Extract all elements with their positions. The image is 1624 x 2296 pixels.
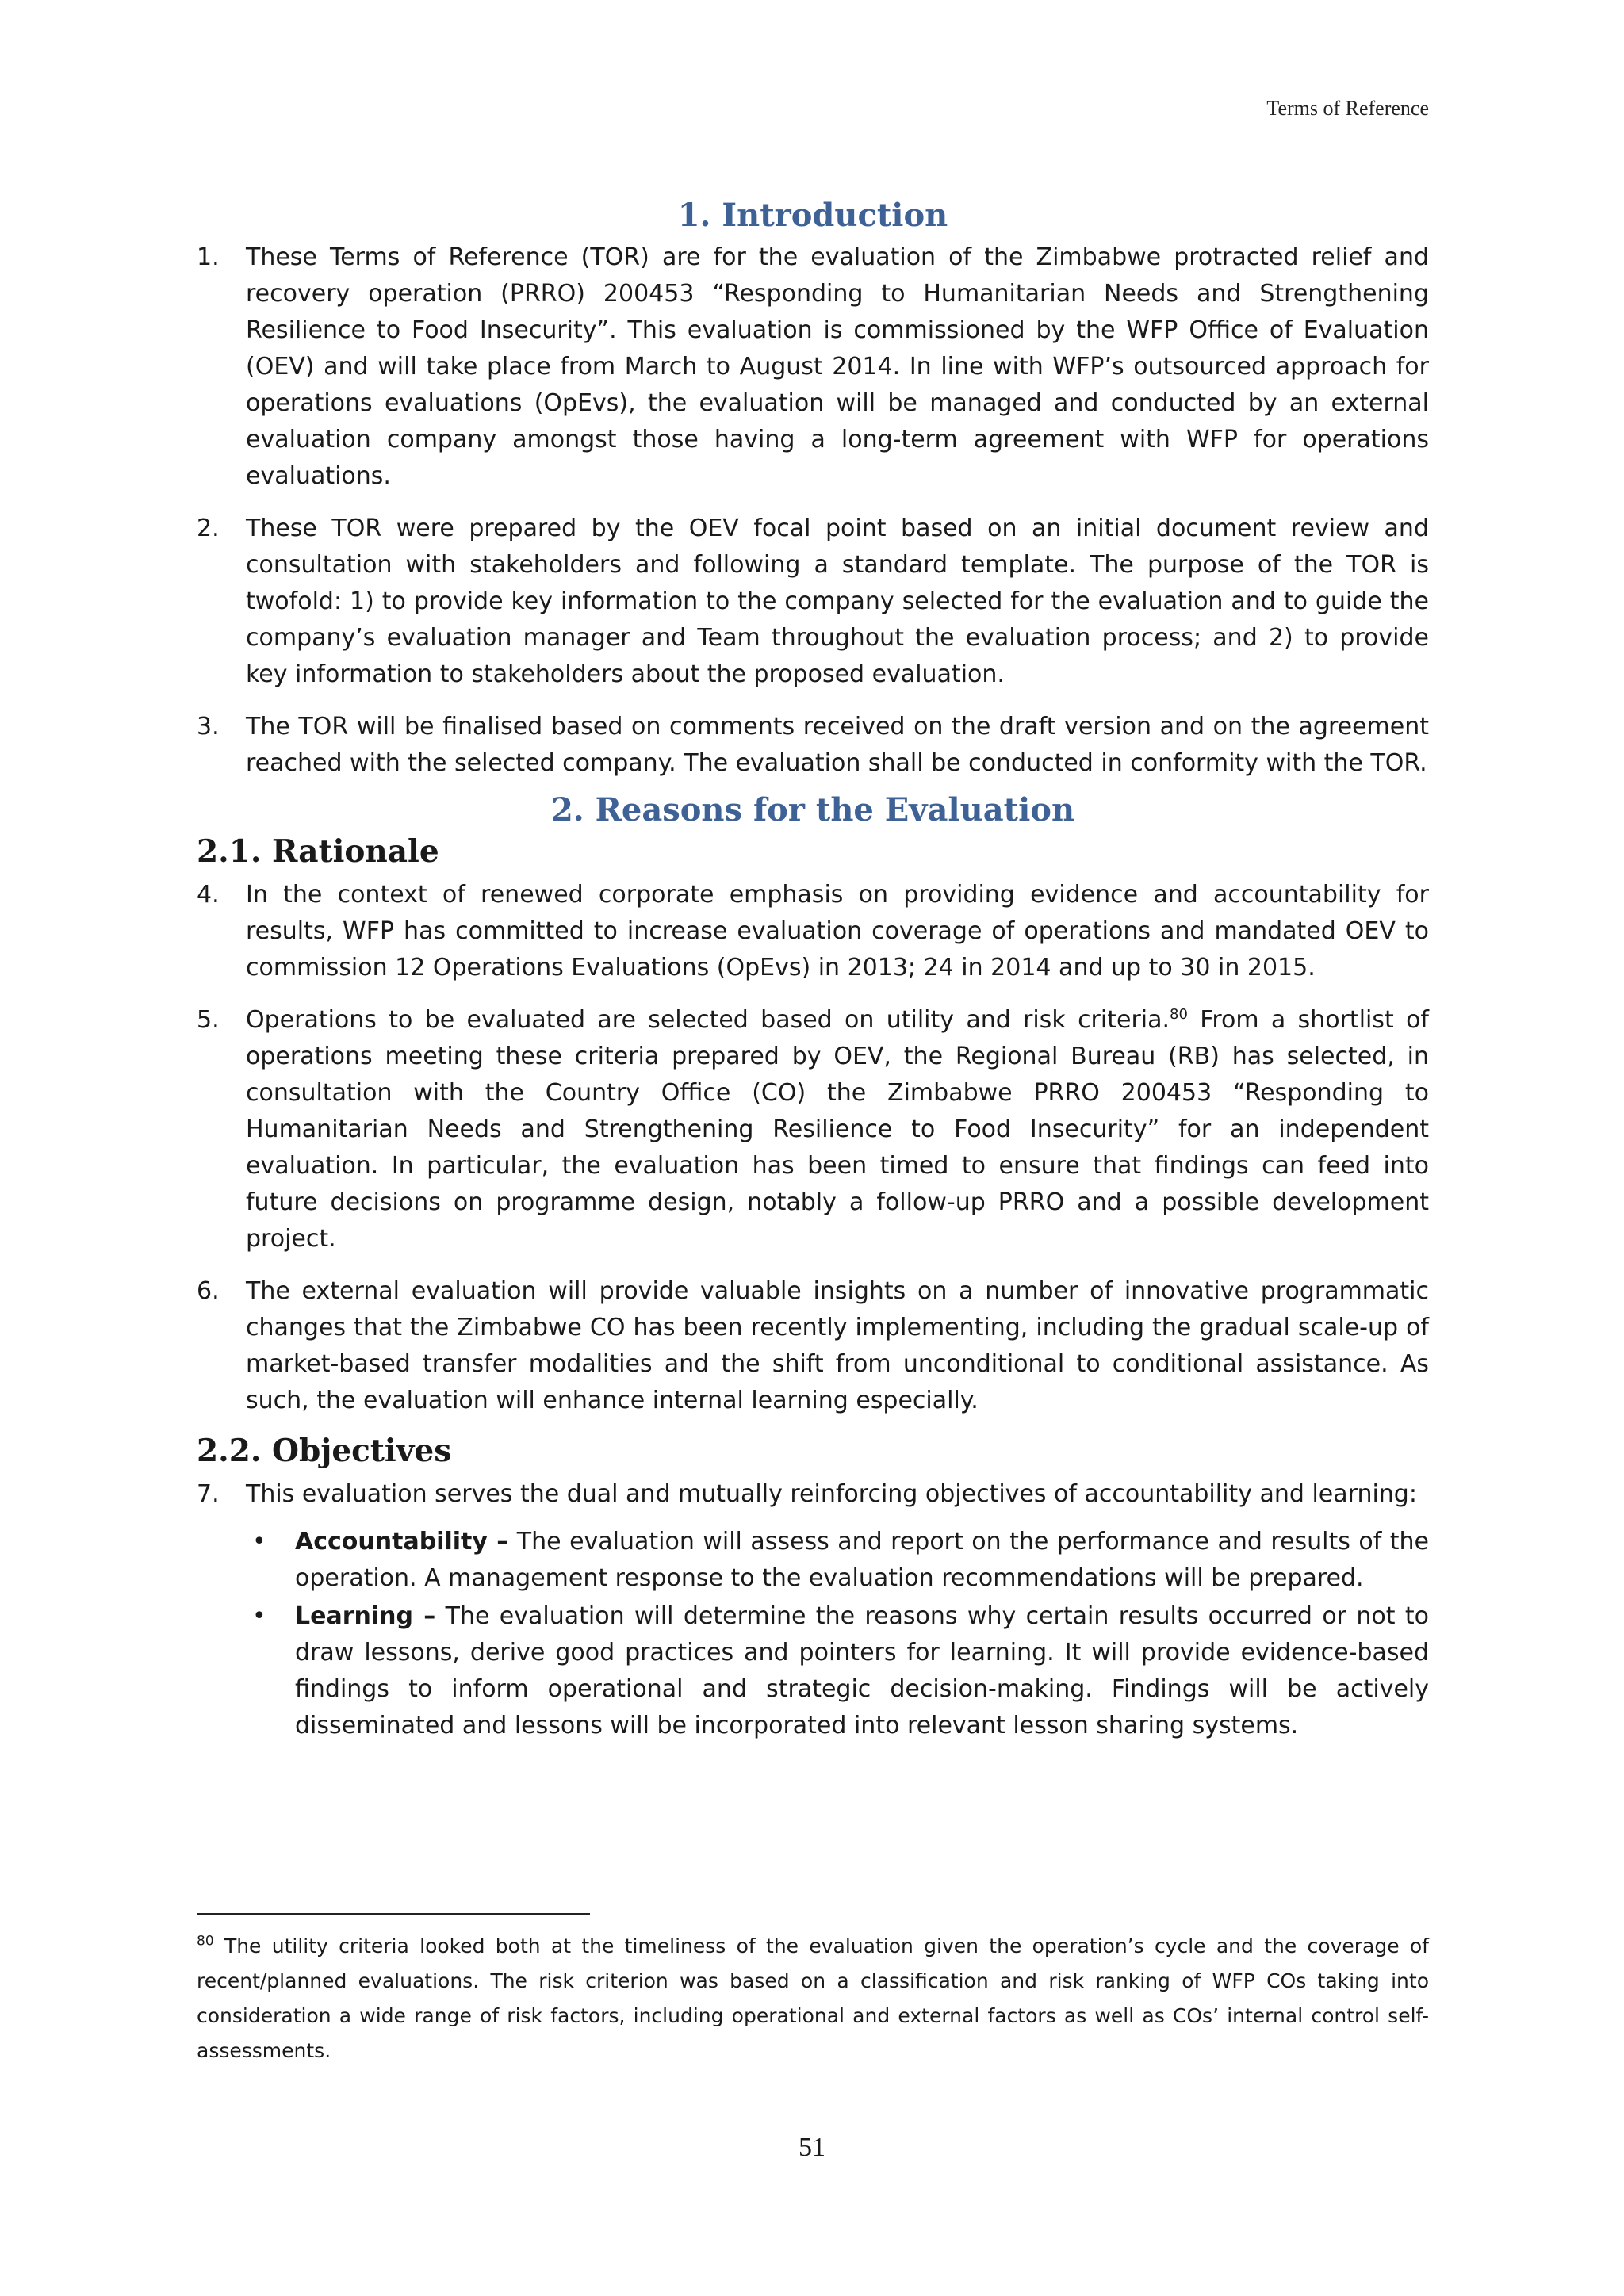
paragraph-number: 7.	[197, 1480, 220, 1508]
paragraph-number: 2.	[197, 515, 220, 542]
footnote	[197, 1929, 1429, 2068]
bullet-label: Learning –	[295, 1602, 436, 1630]
paragraph-text: This evaluation serves the dual and mutually reinforcing objectives of accountability and learning:	[246, 1480, 1417, 1508]
paragraph-number: 5.	[197, 1006, 220, 1034]
paragraph-6	[197, 1273, 1429, 1419]
running-header: Terms of Reference	[1266, 97, 1429, 120]
paragraph-text: These TOR were prepared by the OEV focal point based on an initial document review and consultation with stakeholders and following a standard template. The purpose of the TOR is twofold: 1) to provide key information to the company selected for the evaluation and to guide the company’s evaluation manager and Team throughout the evaluation process; and 2) to provide key information to stakeholders about the proposed evaluation.	[246, 515, 1429, 688]
paragraph-text-part-a: Operations to be evaluated are selected based on utility and risk criteria.	[246, 1006, 1170, 1034]
footnote-reference[interactable]: 80	[1170, 1006, 1188, 1023]
bullet-marker: •	[252, 1528, 266, 1556]
paragraph-2	[197, 511, 1429, 693]
paragraph-number: 6.	[197, 1277, 220, 1305]
paragraph-text: These Terms of Reference (TOR) are for the evaluation of the Zimbabwe protracted relief and recovery operation (PRRO) 200453 “Responding to Humanitarian Needs and Strengthening Resilience to Food Insecurity”. This evaluation is commissioned by the WFP Office of Evaluation (OEV) and will take place from March to August 2014. In line with WFP’s outsourced approach for operations evaluations (OpEvs), the evaluation will be managed and conducted by an external evaluation company amongst those having a long-term agreement with WFP for operations evaluations.	[246, 243, 1429, 490]
paragraph-number: 1.	[197, 243, 220, 271]
footnote-text: The utility criteria looked both at the timeliness of the evaluation given the operation’s cycle and the coverage of recent/planned evaluations. The risk criterion was based on a classification and risk ranking of WFP COs taking into consideration a wide range of risk factors, including operational and external factors as well as COs’ internal control self-assessments.	[197, 1934, 1429, 2062]
footnote-separator	[197, 1913, 590, 1915]
paragraph-text: In the context of renewed corporate emphasis on providing evidence and accountability for results, WFP has committed to increase evaluation coverage of operations and mandated OEV to commission 12 Operations Evaluations (OpEvs) in 2013; 24 in 2014 and up to 30 in 2015.	[246, 881, 1429, 982]
bullet-text: The evaluation will assess and report on the performance and results of the operation. A management response to the evaluation recommendations will be prepared.	[295, 1528, 1429, 1592]
bullet-text: The evaluation will determine the reasons why certain results occurred or not to draw lessons, derive good practices and pointers for learning. It will provide evidence-based findings to inform operational and strategic decision-making. Findings will be actively disseminated and lessons will be incorporated into relevant lesson sharing systems.	[295, 1602, 1429, 1739]
subsection-heading-objectives: 2.2. Objectives	[197, 1433, 452, 1469]
bullet-label: Accountability –	[295, 1528, 509, 1556]
paragraph-number: 3.	[197, 713, 220, 740]
bullet-learning	[246, 1598, 1429, 1744]
paragraph-5	[197, 1002, 1429, 1257]
paragraph-number: 4.	[197, 881, 220, 909]
paragraph-1	[197, 239, 1429, 495]
body-column	[197, 195, 1429, 1746]
paragraph-text-part-b: From a shortlist of operations meeting these criteria prepared by OEV, the Regional Bureau (RB) has selected, in consultation with the Country Office (CO) the Zimbabwe PRRO 200453 “Responding to Humanitarian Needs and Strengthening Resilience to Food Insecurity” for an independent evaluation. In particular, the evaluation has been timed to ensure that findings can feed into future decisions on programme design, notably a follow-up PRRO and a possible development project.	[246, 1006, 1429, 1253]
paragraph-3	[197, 709, 1429, 782]
page-number: 51	[799, 2133, 825, 2162]
section-heading-reasons: 2. Reasons for the Evaluation	[550, 791, 1075, 828]
paragraph-4	[197, 877, 1429, 986]
paragraph-7	[197, 1476, 1429, 1513]
objectives-bullet-list	[197, 1524, 1429, 1744]
section-heading-introduction: 1. Introduction	[677, 197, 948, 234]
paragraph-text: The TOR will be finalised based on comments received on the draft version and on the agreement reached with the selected company. The evaluation shall be conducted in conformity with the TOR.	[246, 713, 1429, 777]
footnote-mark: 80	[197, 1933, 214, 1950]
paragraph-text: The external evaluation will provide valuable insights on a number of innovative programmatic changes that the Zimbabwe CO has been recently implementing, including the gradual scale-up of market-based transfer modalities and the shift from unconditional to conditional assistance. As such, the evaluation will enhance internal learning especially.	[246, 1277, 1429, 1414]
subsection-heading-rationale: 2.1. Rationale	[197, 833, 439, 870]
bullet-marker: •	[252, 1602, 266, 1630]
bullet-accountability	[246, 1524, 1429, 1597]
